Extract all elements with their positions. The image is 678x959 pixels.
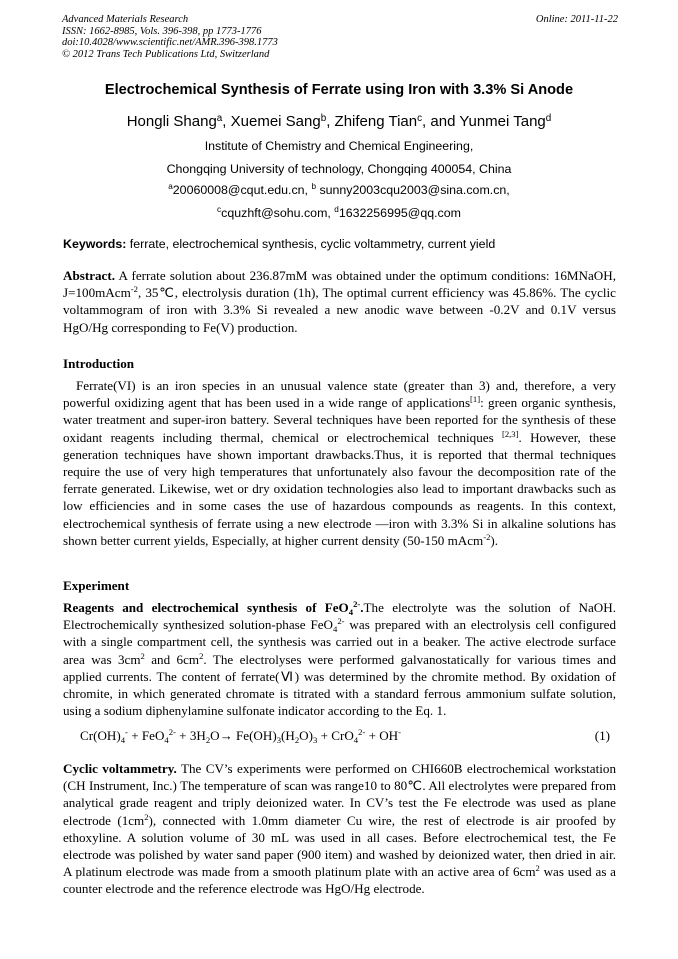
- eq-part: (H: [281, 728, 295, 743]
- unit-sup: 2: [144, 811, 149, 822]
- author-separator: ,: [326, 113, 335, 130]
- eq-part: Cr(OH): [80, 728, 121, 743]
- eq-part: O): [299, 728, 313, 743]
- author-mark: b: [320, 113, 327, 124]
- eq-part: O→ Fe(OH): [210, 728, 277, 743]
- eq-sub: 2: [205, 735, 211, 745]
- cv-body: The CV’s experiments were performed on CHI660B electrochemical workstation (CH Instrument, Inc.) The temperature of scan was range10 to 80℃. All electrolytes were prepared from analytical grade reagent and triply deionized water. In CV’s test the Fe electrode was used as plane electrode (1cm: [63, 761, 616, 828]
- formula-sup: 2-: [337, 616, 345, 627]
- eq-sub: 3: [276, 735, 282, 745]
- author-mark: c: [417, 113, 423, 124]
- paper-title: Electrochemical Synthesis of Ferrate using Iron with 3.3% Si Anode: [104, 82, 574, 98]
- intro-text: . However, these generation techniques have shown important drawbacks.Thus, it is reported that thermal techniques require the use of very high temperatures that unfortunately also favour the decomposition rate of the ferrate generated. Likewise, wet or dry oxidation technologies also lead to important drawbacks such as low efficiencies and in some cases the use of hazardous compounds as reagents. In this context, electrochemical synthesis of ferrate using a new electrode —iron with 3.3% Si in alkaline solutions has shown better current yields, Especially, at higher current density (50-150 mAcm: [63, 429, 616, 548]
- experiment-body: was prepared with an electrolysis cell configured with a single compartment cell, the synthesis was carried out in a beaker. The active electrode surface area was 3cm: [63, 617, 616, 667]
- abstract-label: Abstract.: [63, 268, 115, 283]
- introduction-text: [63, 377, 616, 549]
- cv-text: [63, 760, 616, 898]
- intro-text: Ferrate(VI) is an iron species in an unusual valence state (greater than 3) and, therefore, a very powerful oxidizing agent that has been used in a wide range of applications: [63, 378, 616, 411]
- eq-sub: 4: [353, 735, 359, 745]
- unit-sup: 2: [535, 863, 540, 874]
- experiment-body: and 6cm: [144, 651, 200, 667]
- affiliation-emails-1: [40, 183, 638, 197]
- eq-sup: 2-: [358, 727, 366, 737]
- experiment-body: . The electrolyses were performed galvanostatically for various times and applied currents. The content of ferrate(Ⅵ) was determined by the chromite method. By oxidation of chromite, in which generated chromate is titrated with a standard ferrous ammonium sulfate solution, using a sodium diphenylamine sulfonate indicator according to the Eq. 1.: [63, 651, 617, 719]
- formula-sub: 4: [333, 624, 338, 635]
- keywords: [63, 237, 618, 251]
- author-mark: a: [216, 113, 223, 124]
- affiliation-emails-2: [40, 206, 638, 220]
- equation-number: (1): [594, 728, 610, 743]
- email-mark: a: [168, 182, 173, 191]
- keywords-label: Keywords:: [63, 237, 127, 251]
- eq-part: + FeO: [127, 728, 165, 743]
- cv-body: ), connected with 1.0mm diameter Cu wire, the rest of electrode is air proofed by ethoxyline. A solution volume of 30 mL was used in all cases. Before electrochemical test, the Fe electrode was polished by water sand paper (900 item) and washed by deionized water, then dried in air. A platinum electrode was made from a smooth platinum plate with an active area of 6cm: [63, 812, 616, 880]
- keywords-text: ferrate, electrochemical synthesis, cyclic voltammetry, current yield: [126, 237, 496, 251]
- equation-1: [80, 728, 610, 744]
- citation[interactable]: [1]: [470, 394, 481, 405]
- email-mark: c: [217, 205, 222, 214]
- journal-issn: ISSN: 1662-8985, Vols. 396-398, pp 1773-1776: [62, 25, 262, 37]
- author-name: Yunmei Tang: [459, 113, 546, 130]
- author-name: Hongli Shang: [126, 113, 217, 130]
- author-separator: , and: [422, 113, 460, 130]
- author-mark: d: [545, 113, 552, 124]
- eq-part: + CrO: [317, 728, 354, 743]
- experiment-heading: Experiment: [63, 578, 130, 593]
- subheading-dot: .: [360, 600, 364, 615]
- journal-meta: [62, 14, 618, 60]
- abstract-text: , 35℃, electrolysis duration (1h), The optimal current efficiency was 45.86%. The cyclic voltammogram of iron with 3.3% Si revealed a new anodic wave between -0.2V and 0.1V versus HgO/Hg corresponding to Fe(V) production.: [63, 285, 616, 335]
- subheading-text: Reagents and electrochemical synthesis of FeO: [63, 600, 349, 615]
- intro-text: ).: [490, 532, 499, 548]
- author-name: Xuemei Sang: [230, 113, 321, 130]
- author-name: Zhifeng Tian: [334, 113, 418, 130]
- email-b[interactable]: sunny2003cqu2003@sina.com.cn,: [316, 183, 510, 197]
- eq-part: + 3H: [175, 728, 206, 743]
- journal-name: Advanced Materials Research: [62, 14, 189, 25]
- author-list: [40, 113, 638, 130]
- reagents-subheading: [63, 600, 364, 615]
- eq-sup: -: [125, 727, 128, 737]
- experiment-body: The electrolyte was the solution of NaOH. Electrochemically synthesized solution-phase FeO: [63, 600, 616, 633]
- email-a[interactable]: 20060008@cqut.edu.cn,: [172, 183, 312, 197]
- email-d[interactable]: 1632256995@qq.com: [338, 206, 461, 220]
- abstract-text: A ferrate solution about 236.87mM was obtained under the optimum conditions: 16MNaOH, J=100mAcm: [63, 268, 616, 301]
- introduction-heading: Introduction: [63, 356, 135, 371]
- eq-sub: 4: [120, 735, 126, 745]
- author-separator: ,: [222, 113, 231, 130]
- copyright: © 2012 Trans Tech Publications Ltd, Switzerland: [62, 48, 270, 60]
- email-mark: b: [311, 182, 316, 191]
- citation[interactable]: [2,3]: [501, 428, 519, 439]
- abstract-sup: -2: [130, 284, 138, 295]
- journal-doi: doi:10.4028/www.scientific.net/AMR.396-398.1773: [62, 37, 278, 49]
- abstract: [63, 267, 616, 336]
- intro-text: : green organic synthesis, water treatment and super-iron battery. Several techniques have been reported for the synthesis of these oxidant reagents including thermal, chemical or electrochemical techniques: [63, 395, 616, 445]
- unit-sup: 2: [140, 650, 145, 661]
- subheading-sup: 2-: [353, 599, 361, 609]
- online-date: Online: 2011-11-22: [535, 14, 618, 25]
- eq-sup: 2-: [168, 727, 176, 737]
- eq-sup: -: [398, 727, 402, 737]
- cv-heading: Cyclic voltammetry.: [63, 761, 177, 776]
- affiliation-institute: Institute of Chemistry and Chemical Engineering,: [204, 139, 474, 153]
- intro-sup: -2: [483, 531, 491, 542]
- eq-sub: 4: [164, 735, 169, 745]
- eq-part: + OH: [365, 728, 399, 743]
- eq-sub: 2: [294, 735, 300, 745]
- email-c[interactable]: cquzhft@sohu.com,: [221, 206, 335, 220]
- unit-sup: 2: [199, 650, 204, 661]
- email-mark: d: [334, 205, 339, 214]
- eq-sub: 3: [313, 735, 318, 745]
- affiliation-address: Chongqing University of technology, Chongqing 400054, China: [166, 162, 512, 176]
- subheading-sub: 4: [348, 607, 354, 617]
- cv-body: was used as a counter electrode and the reference electrode was HgO/Hg electrode.: [63, 864, 616, 897]
- experiment-text: [63, 599, 616, 719]
